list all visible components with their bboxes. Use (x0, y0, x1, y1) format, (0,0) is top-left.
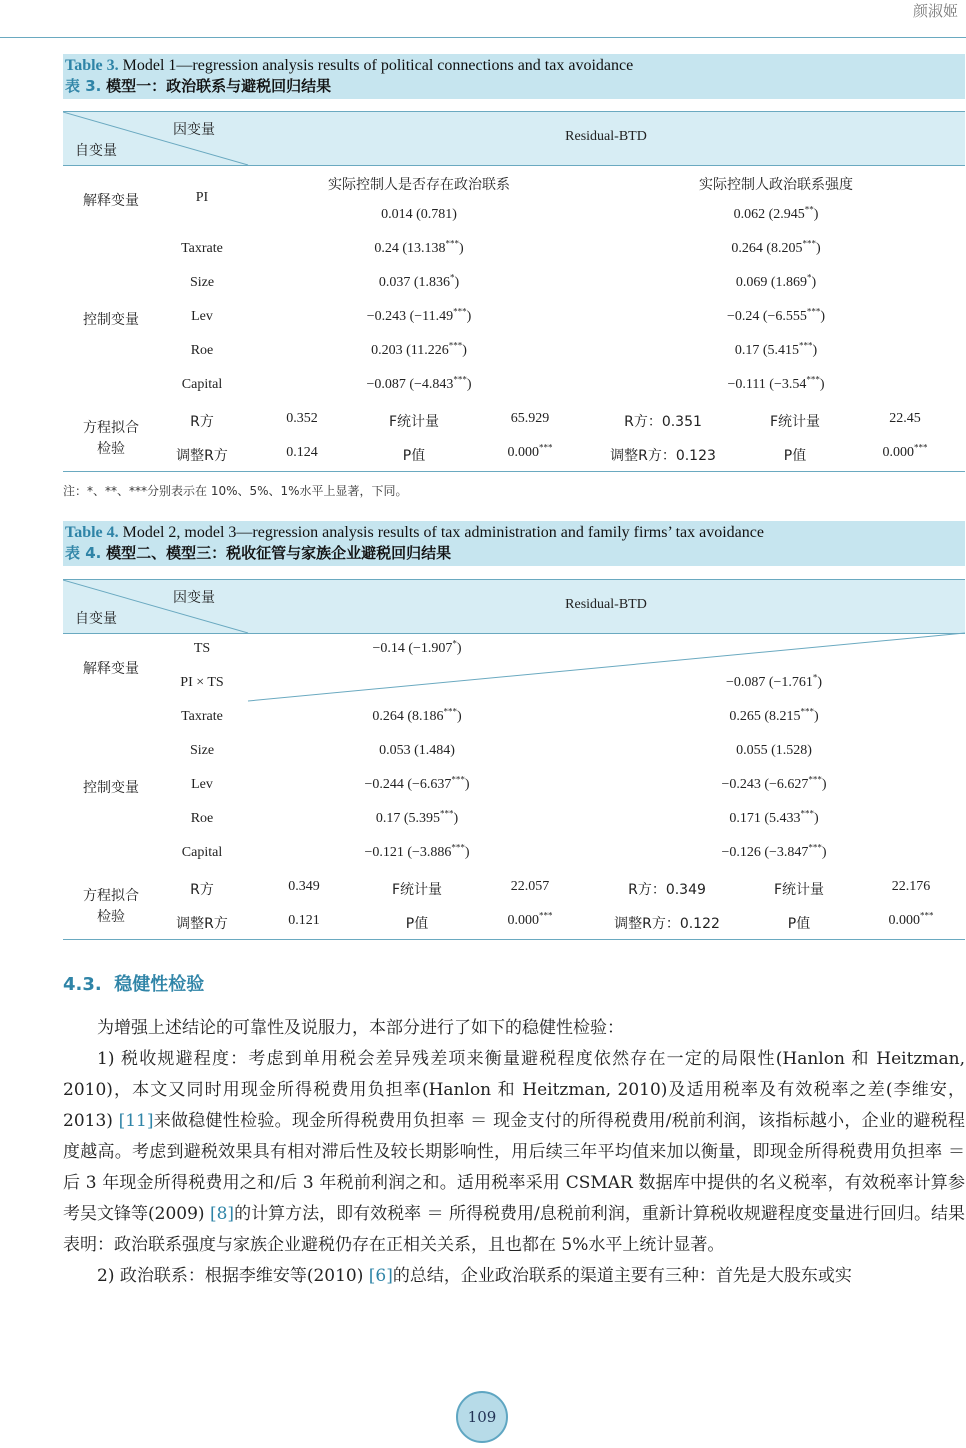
table4-caption (63, 521, 965, 566)
table4-fit-adj: 0.121 (288, 913, 320, 928)
table3-col1-title: 实际控制人是否存在政治联系 (328, 177, 510, 193)
table3-dependent-var: Residual-BTD (565, 129, 647, 144)
table3-fit-adj-label: 调整R方 (176, 448, 228, 464)
table3-bottom-rule (63, 471, 965, 472)
table4-row-c2: 0.265 (8.215***) (729, 706, 819, 724)
table4-row-c2: −0.087 (−1.761*) (725, 672, 823, 690)
citation-link[interactable]: [8] (209, 1204, 235, 1224)
table3-title-zh: 模型一：政治联系与避税回归结果 (106, 77, 332, 95)
table4-fit-f: 22.057 (510, 879, 550, 894)
table-note: 注：*、**、***分别表示在 10%、5%、1%水平上显著，下同。 (63, 484, 408, 498)
table3-row-var: Capital (181, 377, 223, 392)
table4-row-var: Taxrate (181, 709, 223, 724)
table4-label-zh: 表 4. (65, 544, 102, 562)
table4-row-var: Size (189, 743, 215, 758)
citation-link[interactable]: [6] (368, 1266, 393, 1286)
table4-group-fit-2: 检验 (97, 909, 125, 925)
table3-fit-f-2: 22.45 (889, 411, 921, 426)
table4 (63, 579, 965, 944)
table4-row-c2: 0.055 (1.528) (736, 743, 812, 758)
table4-row-c1: 0.264 (8.186***) (372, 706, 462, 724)
table4-row-c1: 0.17 (5.395***) (375, 808, 459, 826)
table4-title-zh: 模型二、模型三：税收征管与家族企业避税回归结果 (106, 544, 452, 562)
table3-fit-adj-2: 调整R方：0.123 (610, 448, 716, 464)
table3-fit-p-2: 0.000*** (882, 442, 928, 460)
paragraph: 2) 政治联系：根据李维安等(2010) [6]的总结，企业政治联系的渠道主要有三种：首先是大股东或实 (97, 1266, 852, 1286)
table4-row-var: Capital (181, 845, 223, 860)
table4-fit-r2-label: R方 (190, 882, 214, 898)
table4-title-en: Model 2, model 3—regression analysis results of tax administration and family firms’ tax avoidance (118, 524, 764, 541)
table4-row-c2: −0.243 (−6.627***) (721, 774, 827, 792)
table3-row-var: Lev (191, 309, 213, 324)
header-rule (0, 37, 966, 38)
table3-fit-f-label-2: F统计量 (769, 414, 821, 430)
table3-row-var: Taxrate (181, 241, 223, 256)
table3-fit-r2: 0.352 (286, 411, 318, 426)
table3-corner-top: 因变量 (173, 122, 215, 138)
table3-title-en: Model 1—regression analysis results of political connections and tax avoidance (118, 57, 634, 74)
table4-fit-f-label-2: F统计量 (773, 882, 825, 898)
table4-row-var: PI × TS (180, 675, 224, 690)
table3-fit-adj: 0.124 (286, 445, 318, 460)
table4-row-c2: 0.171 (5.433***) (729, 808, 819, 826)
table3-fit-p-label: P值 (402, 448, 426, 464)
table3-row-c2: 0.17 (5.415***) (734, 340, 818, 358)
table3-caption (63, 54, 965, 99)
body-text (63, 1013, 965, 1292)
table4-fit-adj-2: 调整R方：0.122 (614, 916, 720, 932)
table4-group-explain: 解释变量 (83, 661, 139, 677)
table3-row-c1: 0.037 (1.836*) (378, 272, 460, 290)
table4-row-c1: 0.053 (1.484) (379, 743, 455, 758)
table3 (63, 111, 965, 476)
table3-row-c1: 0.014 (0.781) (381, 207, 457, 222)
table4-row-var: Roe (190, 811, 214, 826)
table4-group-control: 控制变量 (83, 780, 139, 796)
paragraph: 1) 税收规避程度：考虑到单用税会差异残差项来衡量避税程度依然存在一定的局限性(Hanlon 和 Heitzman, 2010)，本文又同时用现金所得税费用负担率(Hanlon 和 Heitzman, 2010)及适用税率及有效税率之差(李维安，2013) [11]来做稳健性检验。现金所得税费用负担率 ＝ 现金支付的所得税费用/税前利润，该指标越小，企业的避税程度越高。考虑到避税效果具有相对滞后性及较长期影响性，用后续三年平均值来加以衡量，即现金所得税费用负担率 ＝ 后 3 年现金所得税费用之和/后 3 年税前利润之和。适用税率采用 CSMAR 数据库中提供的名义税率，有效税率计算参考吴文锋等(2009) [8]的计算方法，即有效税率 ＝ 所得税费用/息税前利润，重新计算税收规避程度变量进行回归。结果表明：政治联系强度与家族企业避税仍存在正相关关系，且也都在 5%水平上统计显著。 (63, 1049, 965, 1255)
table3-row-c2: 0.264 (8.205***) (731, 238, 821, 256)
table4-row-c1: −0.244 (−6.637***) (364, 774, 470, 792)
table4-fit-f-label: F统计量 (391, 882, 443, 898)
table4-corner-top: 因变量 (173, 590, 215, 606)
table3-row-c2: 0.069 (1.869*) (735, 272, 817, 290)
table4-fit-p: 0.000*** (507, 910, 553, 928)
table3-fit-f: 65.929 (510, 411, 550, 426)
table3-group-fit-1: 方程拟合 (83, 420, 139, 436)
table4-fit-r2: 0.349 (288, 879, 320, 894)
table3-row-c1: 0.203 (11.226***) (371, 340, 467, 358)
table3-row-var: PI (195, 190, 209, 205)
table4-row-c1: −0.121 (−3.886***) (364, 842, 470, 860)
table3-row-c1: −0.087 (−4.843***) (366, 374, 472, 392)
table3-group-control: 控制变量 (83, 312, 139, 328)
table4-row-var: Lev (191, 777, 213, 792)
table3-corner-bottom: 自变量 (75, 143, 117, 159)
table3-row-c1: 0.24 (13.138***) (374, 238, 464, 256)
table3-fit-p-label-2: P值 (783, 448, 807, 464)
page-number: 109 (456, 1391, 508, 1443)
section-heading: 4.3. 稳健性检验 (63, 974, 205, 995)
table4-fit-p-2: 0.000*** (888, 910, 934, 928)
table3-group-fit-2: 检验 (97, 441, 125, 457)
table3-fit-r2-label: R方 (190, 414, 214, 430)
citation-link[interactable]: [11] (118, 1111, 154, 1131)
table3-header (63, 111, 965, 166)
table3-row-var: Roe (190, 343, 214, 358)
table4-fit-p-label: P值 (405, 916, 429, 932)
table3-col2-title: 实际控制人政治联系强度 (699, 177, 853, 193)
table3-fit-f-label: F统计量 (388, 414, 440, 430)
table4-fit-adj-label: 调整R方 (176, 916, 228, 932)
table4-bottom-rule (63, 939, 965, 940)
table3-row-c2: −0.24 (−6.555***) (726, 306, 826, 324)
table4-row-c2: −0.126 (−3.847***) (721, 842, 827, 860)
author-name: 颜淑姬 (912, 2, 958, 20)
table3-row-c2: −0.111 (−3.54***) (727, 374, 825, 392)
table3-row-var: Size (189, 275, 215, 290)
table4-row-c1: −0.14 (−1.907*) (372, 638, 462, 656)
table3-row-c1: −0.243 (−11.49***) (366, 306, 472, 324)
table4-fit-r2-2: R方：0.349 (628, 882, 706, 898)
table3-group-explain: 解释变量 (83, 193, 139, 209)
table3-label-zh: 表 3. (65, 77, 102, 95)
table4-group-fit-1: 方程拟合 (83, 888, 139, 904)
table4-fit-f-2: 22.176 (891, 879, 931, 894)
table4-corner-bottom: 自变量 (75, 611, 117, 627)
table4-row-var: TS (193, 641, 211, 656)
table4-label-en: Table 4. (65, 524, 119, 541)
table3-fit-r2-2: R方：0.351 (624, 414, 702, 430)
table4-dependent-var: Residual-BTD (565, 597, 647, 612)
table3-label-en: Table 3. (65, 57, 119, 74)
table3-row-c2: 0.062 (2.945**) (733, 204, 819, 222)
table3-fit-p: 0.000*** (507, 442, 553, 460)
table4-fit-p-label-2: P值 (787, 916, 811, 932)
paragraph: 为增强上述结论的可靠性及说服力，本部分进行了如下的稳健性检验： (97, 1018, 624, 1038)
table4-header (63, 579, 965, 634)
